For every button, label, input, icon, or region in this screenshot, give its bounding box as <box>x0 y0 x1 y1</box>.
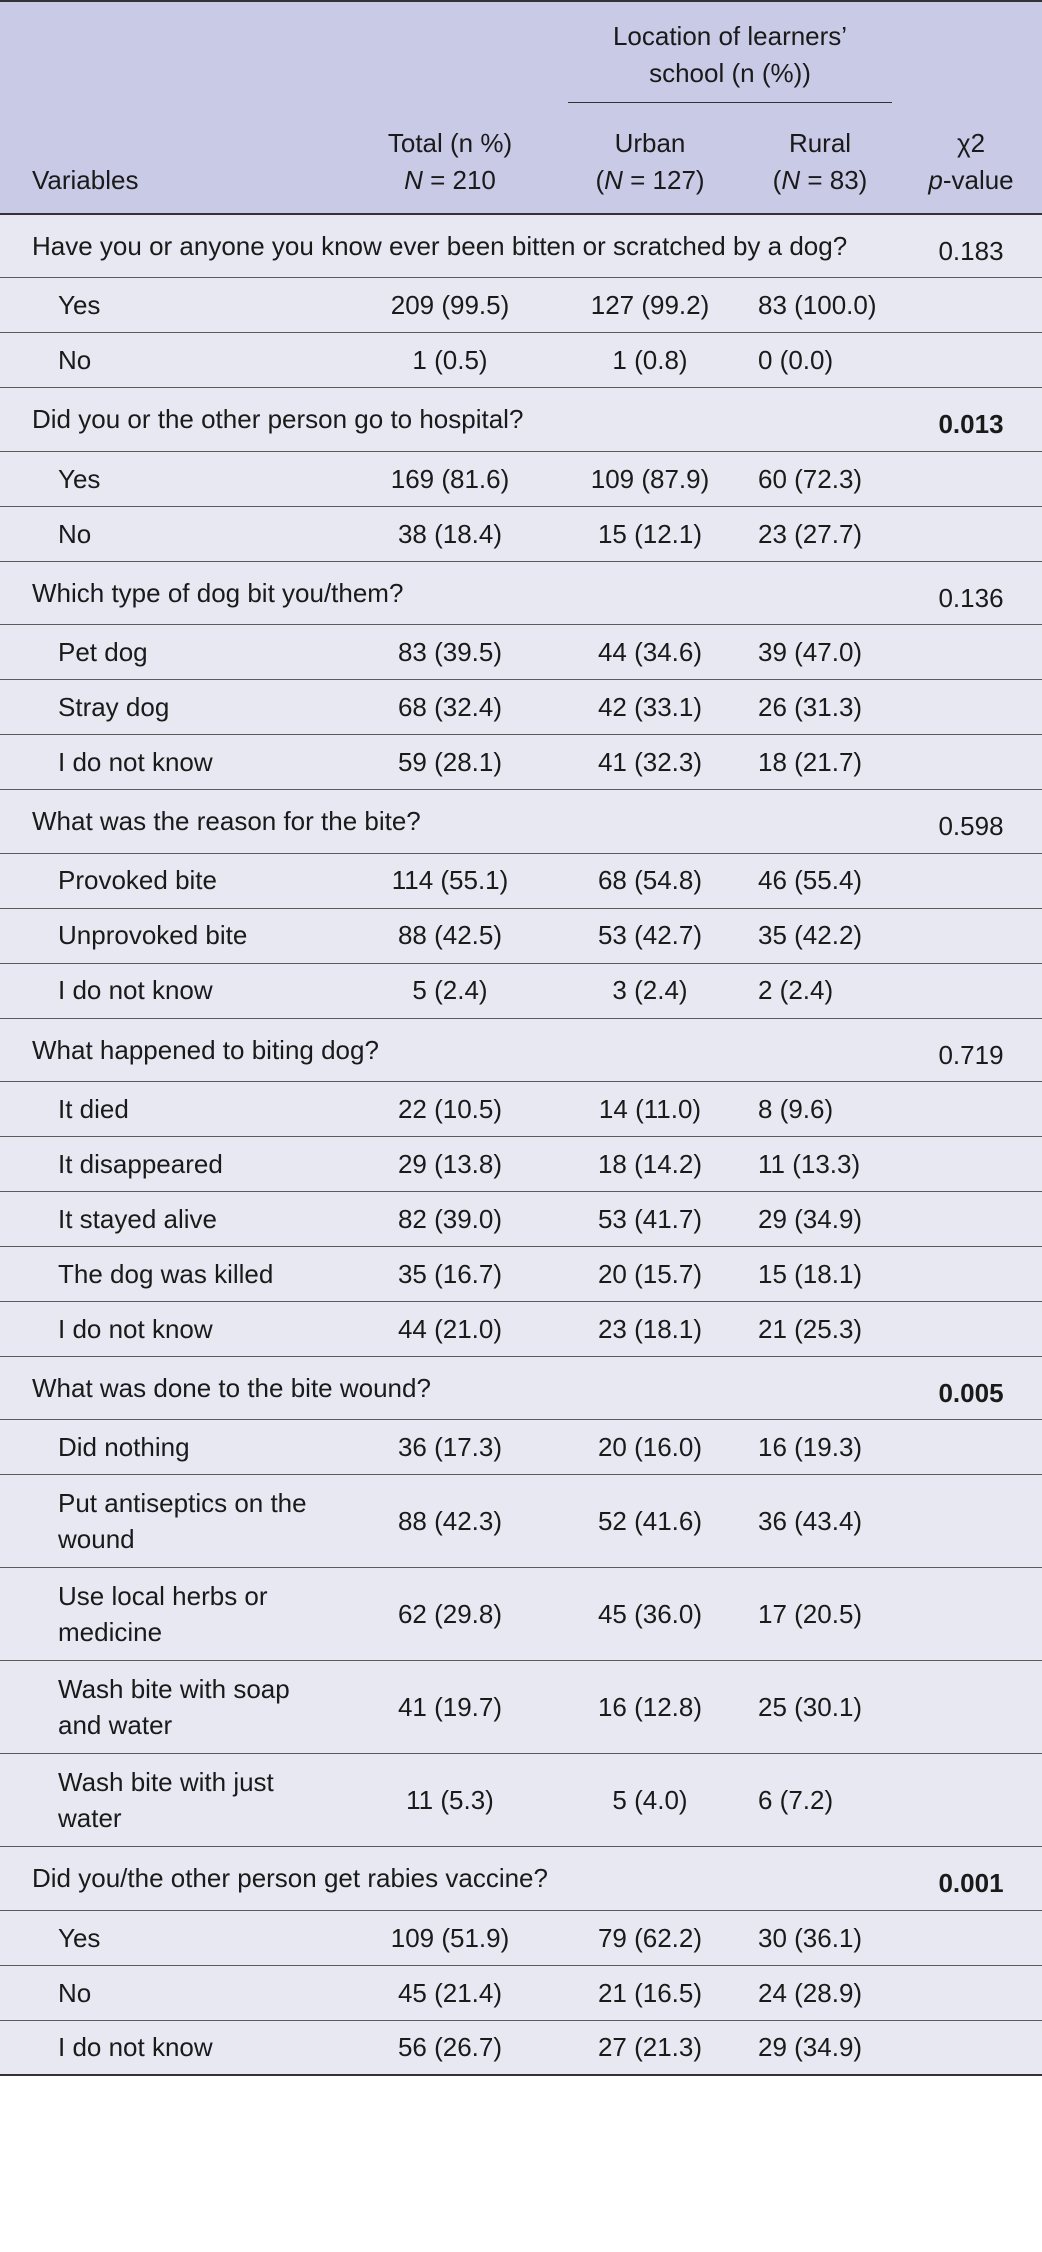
urban-cell: 53 (41.7) <box>560 1191 740 1246</box>
row-label: Provoked bite <box>0 853 340 908</box>
p-value: 0.005 <box>900 1356 1042 1419</box>
row-label: Yes <box>0 451 340 506</box>
total-cell: 83 (39.5) <box>340 625 560 680</box>
p-value-empty <box>900 1081 1042 1136</box>
total-cell: 169 (81.6) <box>340 451 560 506</box>
table-row <box>0 333 1042 388</box>
table-body <box>0 214 1042 2075</box>
table-row <box>0 1661 1042 1754</box>
question-text: Which type of dog bit you/them? <box>0 561 900 624</box>
table-row <box>0 1475 1042 1568</box>
table-row <box>0 278 1042 333</box>
total-cell: 109 (51.9) <box>340 1910 560 1965</box>
row-label: I do not know <box>0 735 340 790</box>
urban-cell: 41 (32.3) <box>560 735 740 790</box>
rural-cell: 8 (9.6) <box>740 1081 900 1136</box>
question-text: What was done to the bite wound? <box>0 1356 900 1419</box>
row-label: Yes <box>0 1910 340 1965</box>
table-header <box>0 1 1042 214</box>
urban-cell: 53 (42.7) <box>560 908 740 963</box>
row-label: Use local herbs or medicine <box>0 1568 340 1661</box>
row-label: It stayed alive <box>0 1191 340 1246</box>
rural-cell: 60 (72.3) <box>740 451 900 506</box>
p-value-empty <box>900 1475 1042 1568</box>
urban-cell: 1 (0.8) <box>560 333 740 388</box>
chi-square-header: χ2 p-value <box>900 1 1042 214</box>
total-cell: 59 (28.1) <box>340 735 560 790</box>
rural-header: Rural (N = 83) <box>740 103 900 214</box>
question-row <box>0 790 1042 853</box>
table-row <box>0 625 1042 680</box>
rural-cell: 26 (31.3) <box>740 680 900 735</box>
total-cell: 36 (17.3) <box>340 1420 560 1475</box>
question-text: What was the reason for the bite? <box>0 790 900 853</box>
table-row <box>0 1910 1042 1965</box>
total-cell: 88 (42.5) <box>340 908 560 963</box>
table-row <box>0 1420 1042 1475</box>
urban-cell: 68 (54.8) <box>560 853 740 908</box>
p-value-empty <box>900 1301 1042 1356</box>
p-value-empty <box>900 908 1042 963</box>
rural-cell: 29 (34.9) <box>740 2020 900 2075</box>
table-row <box>0 1965 1042 2020</box>
urban-cell: 45 (36.0) <box>560 1568 740 1661</box>
row-label: Pet dog <box>0 625 340 680</box>
rural-cell: 23 (27.7) <box>740 506 900 561</box>
p-value-empty <box>900 451 1042 506</box>
urban-cell: 27 (21.3) <box>560 2020 740 2075</box>
table-row <box>0 680 1042 735</box>
rural-cell: 36 (43.4) <box>740 1475 900 1568</box>
urban-cell: 16 (12.8) <box>560 1661 740 1754</box>
p-value-empty <box>900 278 1042 333</box>
p-value: 0.001 <box>900 1847 1042 1910</box>
table-row <box>0 506 1042 561</box>
row-label: No <box>0 506 340 561</box>
question-row <box>0 388 1042 451</box>
row-label: No <box>0 333 340 388</box>
urban-cell: 15 (12.1) <box>560 506 740 561</box>
urban-header: Urban (N = 127) <box>560 103 740 214</box>
urban-cell: 52 (41.6) <box>560 1475 740 1568</box>
urban-cell: 18 (14.2) <box>560 1136 740 1191</box>
total-header: Total (n %) N = 210 <box>340 1 560 214</box>
table-row <box>0 1246 1042 1301</box>
rural-cell: 46 (55.4) <box>740 853 900 908</box>
row-label: Wash bite with soap and water <box>0 1661 340 1754</box>
question-text: Did you/the other person get rabies vaccine? <box>0 1847 900 1910</box>
total-cell: 22 (10.5) <box>340 1081 560 1136</box>
p-value-empty <box>900 1568 1042 1661</box>
p-value-empty <box>900 1420 1042 1475</box>
row-label: No <box>0 1965 340 2020</box>
p-value: 0.183 <box>900 214 1042 278</box>
table-row <box>0 735 1042 790</box>
urban-cell: 42 (33.1) <box>560 680 740 735</box>
table-row <box>0 963 1042 1018</box>
row-label: It disappeared <box>0 1136 340 1191</box>
p-value-empty <box>900 333 1042 388</box>
urban-cell: 20 (15.7) <box>560 1246 740 1301</box>
rural-cell: 35 (42.2) <box>740 908 900 963</box>
question-row <box>0 1847 1042 1910</box>
p-value-empty <box>900 1910 1042 1965</box>
p-value-empty <box>900 1754 1042 1847</box>
row-label: Did nothing <box>0 1420 340 1475</box>
table-row <box>0 451 1042 506</box>
p-value-empty <box>900 1191 1042 1246</box>
p-value-empty <box>900 1965 1042 2020</box>
urban-cell: 23 (18.1) <box>560 1301 740 1356</box>
question-row <box>0 214 1042 278</box>
total-cell: 56 (26.7) <box>340 2020 560 2075</box>
row-label: I do not know <box>0 1301 340 1356</box>
p-value-empty <box>900 2020 1042 2075</box>
urban-cell: 21 (16.5) <box>560 1965 740 2020</box>
p-value-empty <box>900 963 1042 1018</box>
urban-cell: 127 (99.2) <box>560 278 740 333</box>
p-value-empty <box>900 506 1042 561</box>
rural-cell: 2 (2.4) <box>740 963 900 1018</box>
total-cell: 68 (32.4) <box>340 680 560 735</box>
p-value: 0.719 <box>900 1018 1042 1081</box>
question-row <box>0 561 1042 624</box>
row-label: The dog was killed <box>0 1246 340 1301</box>
table-row <box>0 1081 1042 1136</box>
rural-cell: 39 (47.0) <box>740 625 900 680</box>
question-row <box>0 1356 1042 1419</box>
rural-cell: 18 (21.7) <box>740 735 900 790</box>
p-value: 0.598 <box>900 790 1042 853</box>
rural-cell: 15 (18.1) <box>740 1246 900 1301</box>
p-value-empty <box>900 625 1042 680</box>
rural-cell: 16 (19.3) <box>740 1420 900 1475</box>
row-label: It died <box>0 1081 340 1136</box>
row-label: Stray dog <box>0 680 340 735</box>
p-value-empty <box>900 680 1042 735</box>
row-label: Wash bite with just water <box>0 1754 340 1847</box>
p-value-empty <box>900 1136 1042 1191</box>
total-cell: 41 (19.7) <box>340 1661 560 1754</box>
rural-cell: 6 (7.2) <box>740 1754 900 1847</box>
table-row <box>0 1136 1042 1191</box>
total-cell: 44 (21.0) <box>340 1301 560 1356</box>
rural-cell: 25 (30.1) <box>740 1661 900 1754</box>
rural-cell: 21 (25.3) <box>740 1301 900 1356</box>
table-row <box>0 853 1042 908</box>
p-value-empty <box>900 735 1042 790</box>
table-row <box>0 2020 1042 2075</box>
row-label: Put antiseptics on the wound <box>0 1475 340 1568</box>
row-label: Unprovoked bite <box>0 908 340 963</box>
urban-cell: 14 (11.0) <box>560 1081 740 1136</box>
urban-cell: 3 (2.4) <box>560 963 740 1018</box>
total-cell: 29 (13.8) <box>340 1136 560 1191</box>
table-row <box>0 1568 1042 1661</box>
question-text: What happened to biting dog? <box>0 1018 900 1081</box>
rural-cell: 29 (34.9) <box>740 1191 900 1246</box>
urban-cell: 79 (62.2) <box>560 1910 740 1965</box>
p-value-empty <box>900 1661 1042 1754</box>
p-value: 0.013 <box>900 388 1042 451</box>
p-value-empty <box>900 853 1042 908</box>
total-cell: 35 (16.7) <box>340 1246 560 1301</box>
urban-cell: 5 (4.0) <box>560 1754 740 1847</box>
rural-cell: 83 (100.0) <box>740 278 900 333</box>
urban-cell: 109 (87.9) <box>560 451 740 506</box>
urban-cell: 20 (16.0) <box>560 1420 740 1475</box>
p-value-empty <box>900 1246 1042 1301</box>
row-label: Yes <box>0 278 340 333</box>
row-label: I do not know <box>0 2020 340 2075</box>
total-cell: 11 (5.3) <box>340 1754 560 1847</box>
table-row <box>0 1191 1042 1246</box>
p-value: 0.136 <box>900 561 1042 624</box>
total-cell: 45 (21.4) <box>340 1965 560 2020</box>
rural-cell: 11 (13.3) <box>740 1136 900 1191</box>
rural-cell: 0 (0.0) <box>740 333 900 388</box>
total-cell: 209 (99.5) <box>340 278 560 333</box>
rural-cell: 24 (28.9) <box>740 1965 900 2020</box>
question-row <box>0 1018 1042 1081</box>
total-cell: 82 (39.0) <box>340 1191 560 1246</box>
rural-cell: 30 (36.1) <box>740 1910 900 1965</box>
urban-cell: 44 (34.6) <box>560 625 740 680</box>
question-text: Have you or anyone you know ever been bitten or scratched by a dog? <box>0 214 900 278</box>
row-label: I do not know <box>0 963 340 1018</box>
total-cell: 1 (0.5) <box>340 333 560 388</box>
table-row <box>0 1754 1042 1847</box>
total-cell: 88 (42.3) <box>340 1475 560 1568</box>
total-cell: 62 (29.8) <box>340 1568 560 1661</box>
variables-header: Variables <box>0 1 340 214</box>
total-cell: 38 (18.4) <box>340 506 560 561</box>
rural-cell: 17 (20.5) <box>740 1568 900 1661</box>
location-header: Location of learners’ school (n (%)) <box>560 1 900 103</box>
table-row <box>0 908 1042 963</box>
total-cell: 5 (2.4) <box>340 963 560 1018</box>
table-row <box>0 1301 1042 1356</box>
total-cell: 114 (55.1) <box>340 853 560 908</box>
question-text: Did you or the other person go to hospital? <box>0 388 900 451</box>
